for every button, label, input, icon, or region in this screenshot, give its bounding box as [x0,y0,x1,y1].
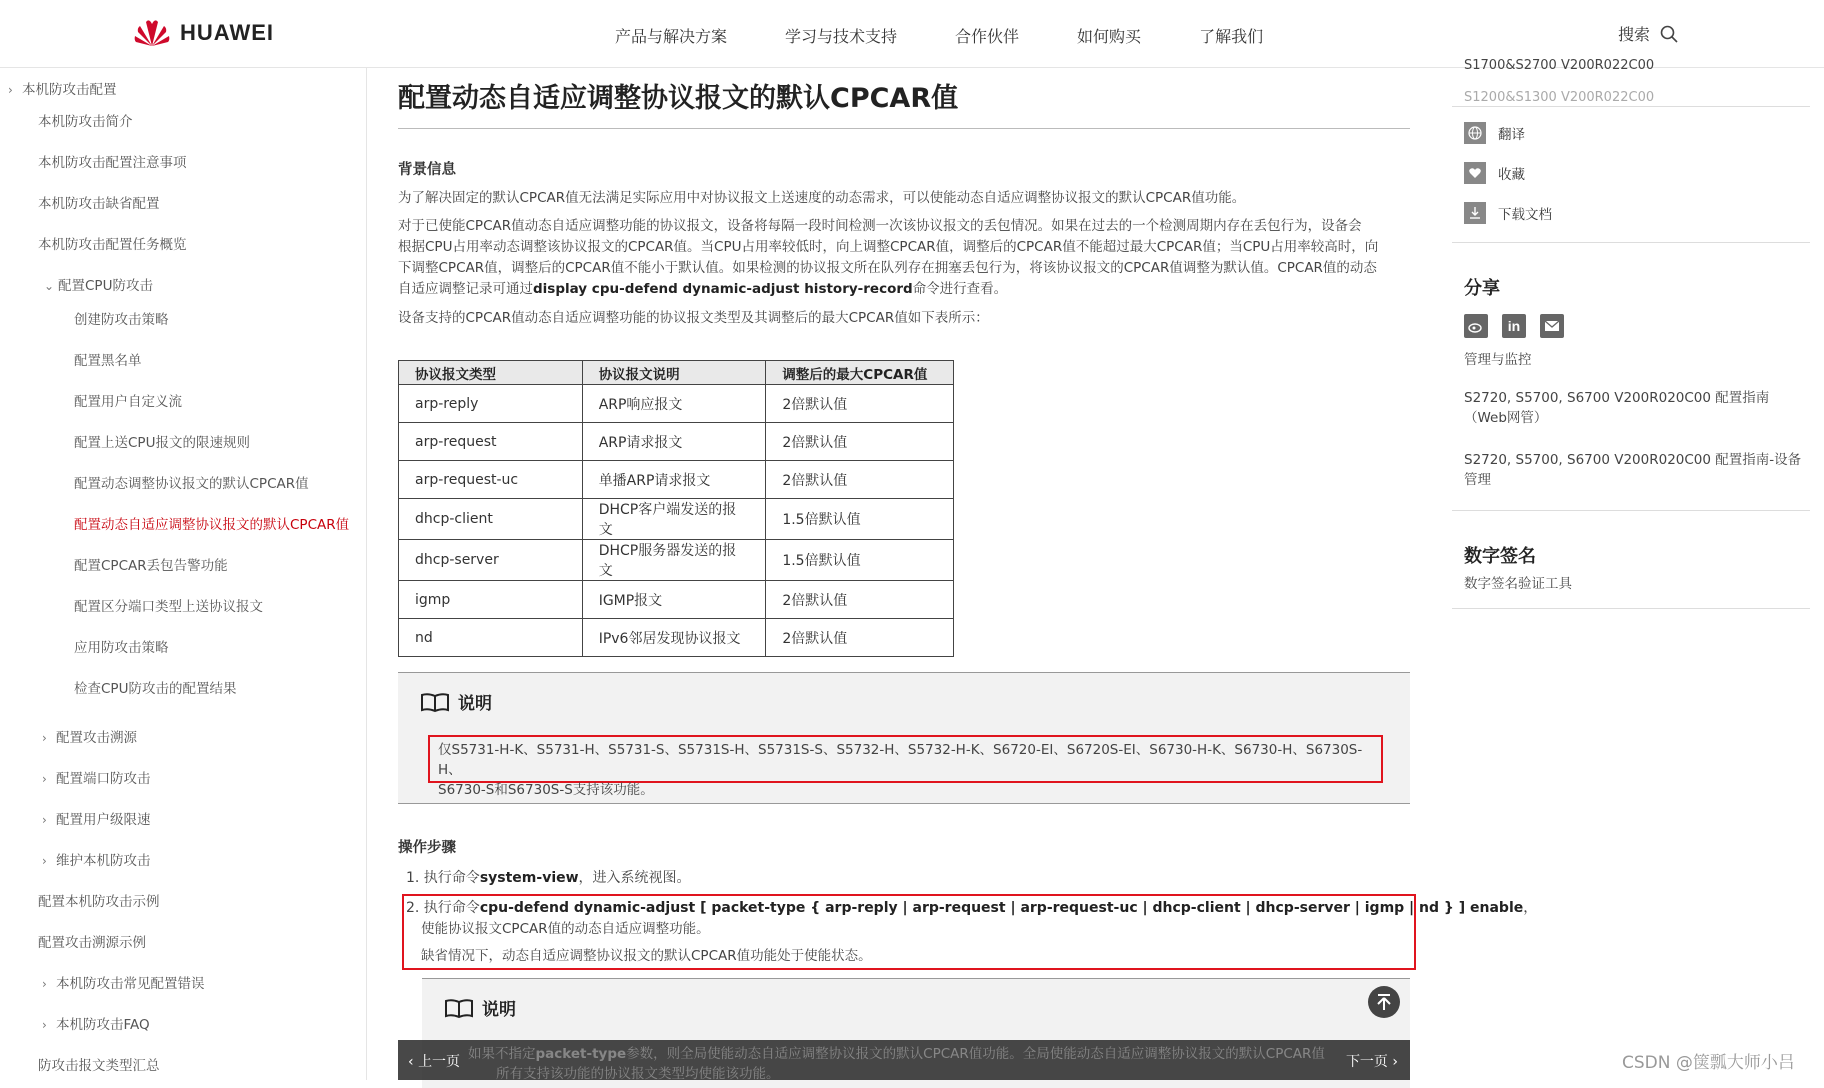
table-row [399,581,954,619]
toc-item[interactable]: 应用防攻击策略 [74,640,169,656]
toc-item[interactable]: 配置动态调整协议报文的默认CPCAR值 [74,476,309,492]
table-cell: IGMP报文 [582,581,766,619]
column-header: 调整后的最大CPCAR值 [766,361,954,385]
prev-page-button[interactable]: ‹ 上一页 [408,1054,461,1070]
background-para-1: 为了解决固定的默认CPCAR值无法满足实际应用中对协议报文上送速度的动态需求，可以使能动态自适应调整协议报文的默认CPCAR值功能。 [398,190,1246,206]
note-heading: 说明 [420,689,492,714]
download-icon [1464,202,1486,224]
table-row [399,461,954,499]
inline-command: cpu-defend dynamic-adjust [479,900,696,916]
table-cell: dhcp-server [399,540,583,581]
step-2: 2. 执行命令cpu-defend dynamic-adjust [ packet-type { arp-reply | arp-request | arp-request-uc | dhcp-client | dhcp-server | igmp | nd } ] enable， [406,900,1538,916]
table-cell: 1.5倍默认值 [766,540,954,581]
command-args: [ packet-type { arp-reply | arp-request | arp-request-uc | dhcp-client | dhcp-server | igmp | nd } ] [695,900,1471,916]
note-heading: 说明 [444,995,516,1020]
heart-icon [1464,162,1486,184]
table-cell: ARP响应报文 [582,385,766,423]
download-button[interactable]: 下载文档 [1464,202,1552,224]
toc-item[interactable]: 检查CPU防攻击的配置结果 [74,681,237,697]
table-cell: 2倍默认值 [766,423,954,461]
version-text: S1700&S2700 V200R022C00 [1464,58,1655,73]
chevron-right-icon: › [8,83,13,97]
table-cell: arp-request-uc [399,461,583,499]
step-2-default: 缺省情况下，动态自适应调整协议报文的默认CPCAR值功能处于使能状态。 [421,948,872,964]
brand-name: HUAWEI [180,20,274,45]
chevron-left-icon: ‹ [408,1054,414,1070]
chevron-right-icon: › [42,813,47,827]
toc-item[interactable]: 配置上送CPU报文的限速规则 [74,435,250,451]
inline-command: system-view [479,870,579,886]
background-para-2: 对于已使能CPCAR值动态自适应调整功能的协议报文，设备将每隔一段时间检测一次该协议报文的丢包情况。如果在过去的一个检测周期内存在丢包行为，设备会 根据CPU占用率动态调整该协议报文的CPCAR值。当CPU占用率较低时，向上调整CPCAR值，调整后的CPCAR值不能超过最大CPCAR值；当CPU占用率较高时，向 下调整CPCAR值，调整后的CPCAR值不能小于默认值。如果检测的协议报文所在队列存在拥塞丢包行为，将该协议报文的CPCAR值调整为默认值。CPCAR值的动态 自适应调整记录可通过display cpu-defend dynamic-adjust history-record命令进行查看。 [398,218,1379,297]
huawei-logo[interactable] [132,18,274,48]
chevron-right-icon: › [42,1018,47,1032]
column-header: 协议报文说明 [582,361,766,385]
steps-heading: 操作步骤 [398,840,456,856]
toc-item[interactable]: 配置用户自定义流 [74,394,182,410]
chevron-right-icon: › [1392,1054,1398,1070]
translate-button[interactable]: 翻译 [1464,122,1525,144]
search-icon [1660,25,1678,43]
toc-item[interactable]: 防攻击报文类型汇总 [38,1058,160,1074]
toc-item[interactable]: › 配置用户级限速 [42,812,151,828]
globe-icon [1464,122,1486,144]
sidebar-toc [0,68,367,1080]
toc-item[interactable]: › 配置端口防攻击 [42,771,151,787]
toc-item[interactable]: 创建防攻击策略 [74,312,169,328]
table-row [399,423,954,461]
nav-how-to-buy[interactable]: 如何购买 [1077,27,1142,46]
top-nav [615,24,1321,47]
toc-item-active[interactable]: 配置动态自适应调整协议报文的默认CPCAR值 [74,517,350,533]
table-cell: 2倍默认值 [766,619,954,657]
arrow-up-icon [1368,986,1400,1018]
weibo-icon[interactable] [1464,314,1488,338]
table-cell: dhcp-client [399,499,583,540]
background-para-3: 设备支持的CPCAR值动态自适应调整功能的协议报文类型及其调整后的最大CPCAR值如下表所示： [398,310,989,326]
note-panel [398,672,1410,804]
toc-item[interactable]: 配置黑名单 [74,353,142,369]
highlighted-note-text: 仅S5731-H-K、S5731-H、S5731-S、S5731S-H、S5731S-S、S5732-H、S5732-H-K、S6720-EI、S6720S-EI、S6730-H-K、S6730-H、S6730S-H、 S6730-S和S6730S-S支持该功能。 [428,735,1383,783]
table-header-row [399,361,954,385]
table-cell: ARP请求报文 [582,423,766,461]
chevron-right-icon: › [42,854,47,868]
page-title: 配置动态自适应调整协议报文的默认CPCAR值 [398,83,959,114]
rail-divider [1452,106,1810,107]
table-cell: igmp [399,581,583,619]
chevron-down-icon: ⌄ [44,279,55,293]
chevron-right-icon: › [42,772,47,786]
signature-tool-link[interactable]: 数字签名验证工具 [1464,576,1572,592]
nav-about[interactable]: 了解我们 [1199,27,1264,46]
toc-item[interactable]: 本机防攻击配置注意事项 [38,155,187,171]
pager-bar [398,1040,1410,1080]
table-cell: 1.5倍默认值 [766,499,954,540]
chevron-right-icon: › [42,977,47,991]
column-header: 协议报文类型 [399,361,583,385]
table-cell: DHCP服务器发送的报文 [582,540,766,581]
table-row [399,619,954,657]
toc-item[interactable]: › 维护本机防攻击 [42,853,151,869]
title-divider [398,128,1410,129]
toc-item[interactable]: 配置本机防攻击示例 [38,894,160,910]
protocol-table [398,360,954,657]
table-cell: DHCP客户端发送的报文 [582,499,766,540]
next-page-button[interactable]: 下一页 › [1345,1054,1398,1070]
obscured-note-text: 如果不指定packet-type参数，则全局使能动态自适应调整协议报文的默认CPCAR值功能。全局使能动态自适应调整协议报文的默认CPCAR值 所有支持该功能的协议报文类型均使能该功能。 [468,1046,1325,1082]
nav-products[interactable]: 产品与解决方案 [615,27,728,46]
toc-item[interactable]: › 配置攻击溯源 [42,730,137,746]
book-icon [444,998,474,1018]
toc-item[interactable]: › 本机防攻击配置 [8,82,117,98]
mail-icon[interactable] [1540,314,1564,338]
favorite-button[interactable]: 收藏 [1464,162,1525,184]
table-cell: arp-reply [399,385,583,423]
table-cell: IPv6邻居发现协议报文 [582,619,766,657]
huawei-flower-icon [132,18,172,48]
table-row [399,385,954,423]
toc-item[interactable]: › 本机防攻击常见配置错误 [42,976,205,992]
signature-heading: 数字签名 [1464,546,1536,567]
search-button[interactable] [1618,22,1678,45]
toc-item[interactable]: 配置CPCAR丢包告警功能 [74,558,228,574]
toc-item[interactable]: › 本机防攻击FAQ [42,1017,150,1033]
version-text: S1200&S1300 V200R022C00 [1464,90,1655,105]
linkedin-icon[interactable]: in [1502,314,1526,338]
table-cell: 2倍默认值 [766,581,954,619]
share-icons [1464,314,1564,338]
inline-command: display cpu-defend dynamic-adjust history-record [533,281,913,297]
toc-item[interactable]: 配置区分端口类型上送协议报文 [74,599,263,615]
right-rail [1452,58,1824,1080]
book-icon [420,692,450,712]
toc-item[interactable]: 本机防攻击简介 [38,114,133,130]
nav-learning[interactable]: 学习与技术支持 [785,27,898,46]
table-cell: 2倍默认值 [766,461,954,499]
table-cell: nd [399,619,583,657]
back-to-top-button[interactable] [1368,986,1400,1018]
toc-item[interactable]: 本机防攻击配置任务概览 [38,237,187,253]
table-cell: 单播ARP请求报文 [582,461,766,499]
table-row [399,540,954,581]
inline-command: enable [1470,900,1524,916]
share-heading: 分享 [1464,278,1500,299]
rail-divider [1452,242,1810,243]
step-2-desc: 使能协议报文CPCAR值的动态自适应调整功能。 [421,921,710,937]
toc-item[interactable]: ⌄ 配置CPU防攻击 [44,278,153,294]
related-link[interactable]: S2720, S5700, S6700 V200R020C00 配置指南（Web网管） [1464,390,1770,426]
toc-item[interactable]: 配置攻击溯源示例 [38,935,146,951]
step-1: 1. 执行命令system-view，进入系统视图。 [406,870,691,886]
table-cell: 2倍默认值 [766,385,954,423]
chevron-right-icon: › [42,731,47,745]
related-link[interactable]: 管理与监控 [1464,352,1532,368]
rail-divider [1452,608,1810,609]
search-label: 搜索 [1618,25,1651,44]
related-link[interactable]: S2720, S5700, S6700 V200R020C00 配置指南-设备管理 [1464,452,1802,488]
table-cell: arp-request [399,423,583,461]
toc-item[interactable]: 本机防攻击缺省配置 [38,196,160,212]
csdn-watermark: CSDN @箧瓢大师小吕 [1622,1053,1795,1073]
table-row [399,499,954,540]
rail-divider [1452,510,1810,511]
background-heading: 背景信息 [398,162,456,178]
nav-partners[interactable]: 合作伙伴 [955,27,1020,46]
